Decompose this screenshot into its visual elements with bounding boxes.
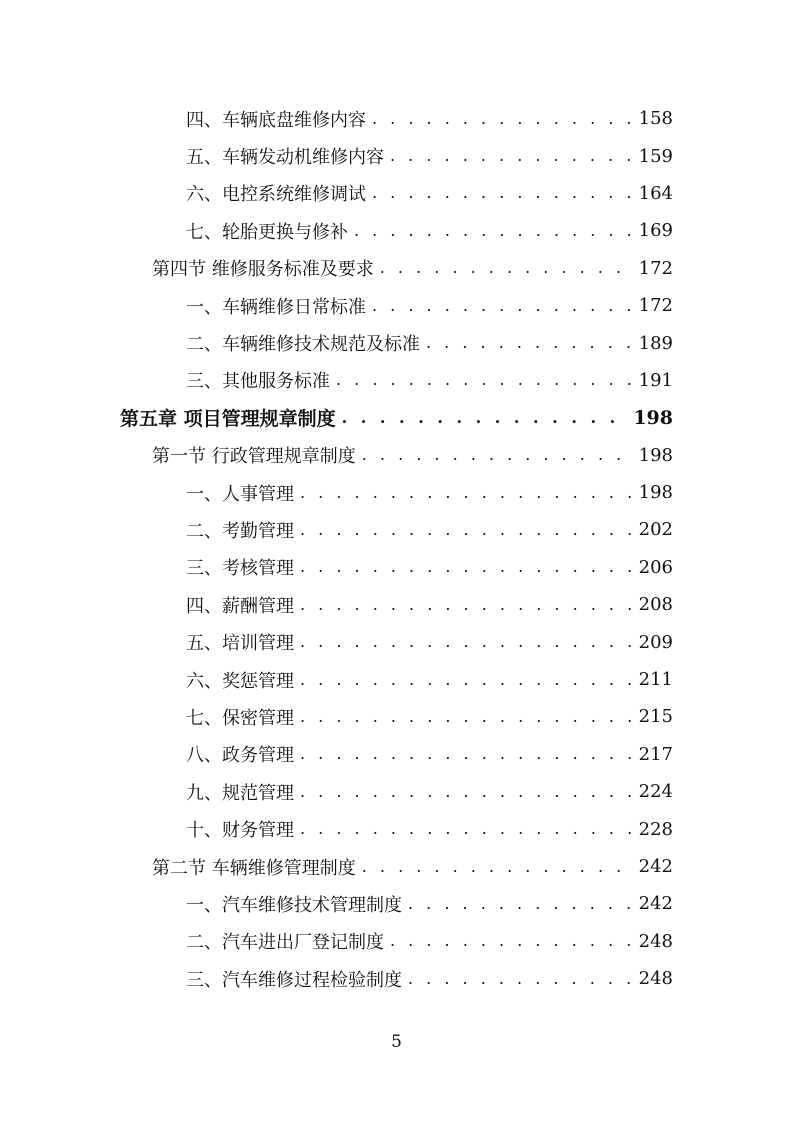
toc-entry-page: 191: [638, 369, 673, 391]
toc-entry[interactable]: [0, 287, 793, 324]
toc-entry-title: 五、车辆发动机维修内容: [186, 147, 384, 169]
toc-entry-page: 248: [638, 930, 673, 952]
toc-entry-title: 五、培训管理: [186, 633, 294, 655]
table-of-contents: [0, 100, 793, 997]
toc-dot-leader: [300, 559, 633, 575]
toc-entry[interactable]: [0, 175, 793, 212]
toc-entry[interactable]: [0, 885, 793, 922]
toc-dot-leader: [300, 485, 633, 501]
toc-entry-title: 二、汽车进出厂登记制度: [186, 932, 384, 954]
toc-dot-leader: [354, 223, 633, 239]
toc-entry-title: 第四节 维修服务标准及要求: [152, 259, 374, 281]
toc-entry-title: 二、考勤管理: [186, 520, 294, 542]
toc-entry-page: 172: [638, 257, 673, 279]
toc-entry-title: 三、考核管理: [186, 558, 294, 580]
toc-chapter-entry[interactable]: [0, 399, 793, 436]
toc-entry[interactable]: [0, 623, 793, 660]
toc-entry-page: 202: [638, 519, 673, 541]
toc-dot-leader: [372, 185, 633, 201]
toc-entry-title: 六、奖惩管理: [186, 670, 294, 692]
toc-dot-leader: [372, 111, 633, 127]
toc-dot-leader: [300, 634, 633, 650]
toc-entry-title: 七、轮胎更换与修补: [186, 221, 348, 243]
toc-dot-leader: [408, 971, 633, 987]
toc-entry-title: 四、薪酬管理: [186, 595, 294, 617]
toc-entry-title: 四、车辆底盘维修内容: [186, 109, 366, 131]
toc-dot-leader: [300, 522, 633, 538]
toc-entry[interactable]: [0, 511, 793, 548]
toc-entry[interactable]: [0, 586, 793, 623]
toc-dot-leader: [300, 709, 633, 725]
toc-entry-page: 198: [633, 406, 673, 429]
toc-entry-page: 172: [638, 295, 673, 317]
toc-entry[interactable]: [0, 549, 793, 586]
toc-dot-leader: [300, 672, 633, 688]
toc-entry[interactable]: [0, 698, 793, 735]
toc-dot-leader: [300, 784, 633, 800]
toc-entry-page: 242: [638, 893, 673, 915]
toc-dot-leader: [336, 372, 633, 388]
toc-entry-page: 158: [638, 108, 673, 130]
toc-entry[interactable]: [0, 773, 793, 810]
toc-entry-page: 159: [638, 145, 673, 167]
toc-entry-title: 一、车辆维修日常标准: [186, 296, 366, 318]
toc-entry-title: 第五章 项目管理规章制度: [120, 408, 336, 431]
toc-dot-leader: [300, 821, 633, 837]
toc-entry-title: 第二节 车辆维修管理制度: [152, 857, 356, 879]
toc-entry-page: 242: [638, 856, 673, 877]
toc-entry-page: 224: [638, 781, 673, 803]
toc-entry[interactable]: [0, 923, 793, 960]
toc-entry-page: 189: [638, 332, 673, 354]
toc-entry-page: 206: [638, 556, 673, 578]
toc-entry-title: 八、政务管理: [186, 745, 294, 767]
toc-section-entry[interactable]: [0, 250, 793, 287]
page-number: 5: [391, 1032, 402, 1052]
toc-entry-page: 211: [638, 669, 673, 691]
toc-entry-title: 一、汽车维修技术管理制度: [186, 894, 402, 916]
toc-entry-page: 215: [638, 706, 673, 728]
toc-entry[interactable]: [0, 474, 793, 511]
toc-entry[interactable]: [0, 212, 793, 249]
toc-dot-leader: [380, 260, 633, 276]
toc-dot-leader: [390, 148, 633, 164]
toc-entry-page: 198: [638, 444, 673, 466]
toc-entry-title: 十、财务管理: [186, 820, 294, 842]
toc-dot-leader: [342, 410, 628, 426]
toc-entry-title: 九、规范管理: [186, 782, 294, 804]
toc-entry[interactable]: [0, 100, 793, 137]
toc-entry[interactable]: [0, 362, 793, 399]
toc-dot-leader: [362, 447, 633, 463]
toc-entry-page: 164: [638, 182, 673, 204]
toc-dot-leader: [362, 859, 633, 875]
toc-section-entry[interactable]: [0, 437, 793, 474]
toc-dot-leader: [426, 335, 633, 351]
toc-dot-leader: [408, 896, 633, 912]
toc-entry[interactable]: [0, 324, 793, 361]
toc-entry[interactable]: [0, 137, 793, 174]
toc-entry[interactable]: [0, 810, 793, 847]
toc-dot-leader: [300, 597, 633, 613]
toc-entry-title: 六、电控系统维修调试: [186, 184, 366, 206]
toc-entry-title: 二、车辆维修技术规范及标准: [186, 334, 420, 356]
toc-entry-page: 209: [638, 631, 673, 653]
toc-entry-title: 三、其他服务标准: [186, 371, 330, 393]
toc-entry-title: 第一节 行政管理规章制度: [152, 446, 356, 468]
toc-dot-leader: [300, 746, 633, 762]
toc-entry-page: 198: [638, 482, 673, 504]
toc-entry-page: 208: [638, 594, 673, 616]
toc-dot-leader: [372, 298, 633, 314]
toc-entry-page: 228: [638, 818, 673, 840]
toc-dot-leader: [390, 933, 633, 949]
toc-entry[interactable]: [0, 736, 793, 773]
toc-entry[interactable]: [0, 960, 793, 997]
toc-entry-title: 七、保密管理: [186, 707, 294, 729]
toc-entry-title: 三、汽车维修过程检验制度: [186, 969, 402, 991]
toc-entry-title: 一、人事管理: [186, 483, 294, 505]
toc-section-entry[interactable]: [0, 848, 793, 885]
toc-entry-page: 248: [638, 968, 673, 990]
toc-entry[interactable]: [0, 661, 793, 698]
toc-entry-page: 217: [638, 743, 673, 765]
toc-entry-page: 169: [638, 220, 673, 242]
